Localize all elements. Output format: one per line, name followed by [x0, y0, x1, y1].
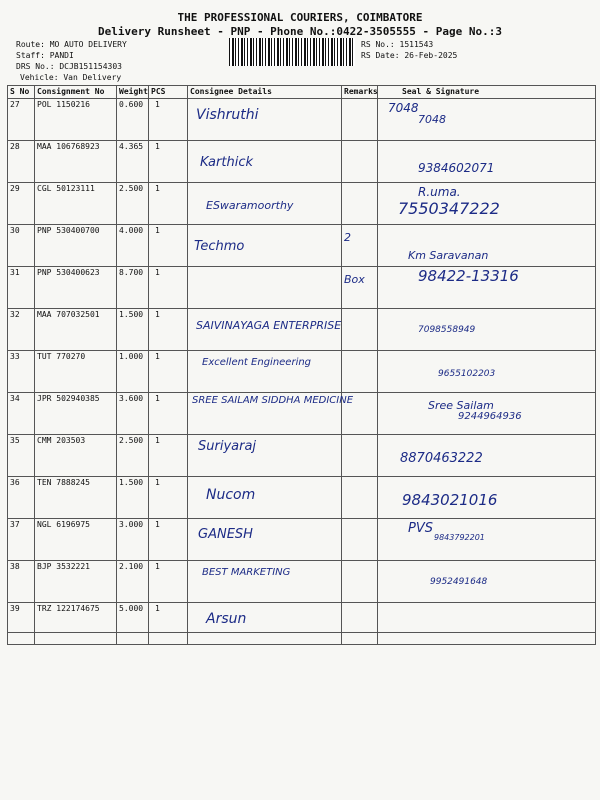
row-signature-cell — [378, 351, 596, 393]
row-weight: 2.500 — [117, 435, 149, 477]
row-consignee-cell — [188, 99, 342, 141]
row-weight: 4.000 — [117, 225, 149, 267]
row-weight: 3.000 — [117, 519, 149, 561]
row-consignee-handwriting: Excellent Engineering — [202, 357, 312, 368]
table-row — [8, 267, 596, 309]
row-remarks-cell — [342, 225, 378, 267]
col-pcs: PCS — [149, 86, 188, 99]
row-remarks-cell — [342, 477, 378, 519]
row-consignee-handwriting: BEST MARKETING — [202, 567, 291, 578]
row-signature-cell — [378, 225, 596, 267]
row-consignee-cell — [188, 603, 342, 645]
row-pcs: 1 — [149, 267, 188, 309]
row-remarks-cell — [342, 603, 378, 645]
row-signature-cell — [378, 477, 596, 519]
row-remarks-cell — [342, 351, 378, 393]
row-signature-cell — [378, 435, 596, 477]
row-consignment-no: TRZ 122174675 — [35, 603, 117, 645]
col-sno: S No — [8, 86, 35, 99]
col-signature: Seal & Signature — [378, 86, 596, 99]
row-consignee-handwriting: Arsun — [206, 611, 247, 627]
table-row — [8, 477, 596, 519]
row-pcs: 1 — [149, 225, 188, 267]
row-remarks-cell — [342, 435, 378, 477]
row-consignee-cell — [188, 435, 342, 477]
row-consignment-no: TEN 7888245 — [35, 477, 117, 519]
row-signature: R.uma. — [418, 185, 461, 199]
row-sno: 36 — [8, 477, 35, 519]
row-sno: 27 — [8, 99, 35, 141]
table-row — [8, 561, 596, 603]
row-weight: 8.700 — [117, 267, 149, 309]
row-consignment-no: CGL 50123111 — [35, 183, 117, 225]
row-consignee-cell — [188, 561, 342, 603]
row-consignee-handwriting: Nucom — [206, 487, 256, 503]
col-consignee: Consignee Details — [188, 86, 342, 99]
row-sno: 39 — [8, 603, 35, 645]
table-row — [8, 225, 596, 267]
row-remarks-cell — [342, 99, 378, 141]
table-row — [8, 309, 596, 351]
row-weight: 1.500 — [117, 309, 149, 351]
table-row — [8, 141, 596, 183]
row-consignee-cell — [188, 309, 342, 351]
row-consignment-no: BJP 3532221 — [35, 561, 117, 603]
row-pcs: 1 — [149, 561, 188, 603]
row-remarks-cell — [342, 393, 378, 435]
row-weight: 1.000 — [117, 351, 149, 393]
row-sno: 32 — [8, 309, 35, 351]
row-pcs: 1 — [149, 351, 188, 393]
rs-no-text: RS No.: 1511543 — [361, 40, 434, 49]
row-signature: Sree Sailam — [428, 399, 494, 412]
route-text: Route: MO AUTO DELIVERY — [16, 40, 127, 49]
row-sno: 35 — [8, 435, 35, 477]
row-consignee-handwriting: Karthick — [200, 155, 253, 170]
col-weight: Weight — [117, 86, 149, 99]
row-consignee-handwriting: Techmo — [194, 239, 245, 254]
row-sno: 34 — [8, 393, 35, 435]
table-row — [8, 519, 596, 561]
row-phone: 7048 — [418, 113, 446, 126]
row-weight: 5.000 — [117, 603, 149, 645]
row-consignee-cell — [188, 141, 342, 183]
row-consignment-no: JPR 502940385 — [35, 393, 117, 435]
table-row — [8, 99, 596, 141]
row-pcs: 1 — [149, 393, 188, 435]
row-signature-cell — [378, 141, 596, 183]
row-consignment-no: CMM 203503 — [35, 435, 117, 477]
row-signature-cell — [378, 603, 596, 645]
row-consignment-no: PNP 530400700 — [35, 225, 117, 267]
row-phone: 7098558949 — [418, 325, 476, 335]
row-sno: 33 — [8, 351, 35, 393]
row-consignee-handwriting: GANESH — [198, 527, 253, 542]
row-pcs: 1 — [149, 141, 188, 183]
runsheet-subtitle: Delivery Runsheet - PNP - Phone No.:0422-3505555 - Page No.:3 — [98, 25, 502, 38]
row-sno: 29 — [8, 183, 35, 225]
row-consignee-cell — [188, 225, 342, 267]
row-consignment-no: MAA 106768923 — [35, 141, 117, 183]
row-remarks-cell — [342, 309, 378, 351]
row-signature: 7048 — [388, 101, 419, 115]
row-consignee-handwriting: SAIVINAYAGA ENTERPRISE — [196, 319, 342, 332]
row-weight: 4.365 — [117, 141, 149, 183]
table-row — [8, 393, 596, 435]
barcode — [229, 38, 355, 66]
row-signature: PVS — [408, 521, 433, 536]
row-consignment-no: MAA 707032501 — [35, 309, 117, 351]
row-weight: 2.500 — [117, 183, 149, 225]
row-signature-cell — [378, 561, 596, 603]
row-pcs: 1 — [149, 435, 188, 477]
row-signature-cell — [378, 183, 596, 225]
row-phone: 8870463222 — [400, 451, 483, 466]
col-consignment: Consignment No — [35, 86, 117, 99]
row-signature-cell — [378, 99, 596, 141]
row-remarks-cell — [342, 561, 378, 603]
row-phone: 9843021016 — [402, 491, 498, 509]
row-remarks-cell — [342, 267, 378, 309]
row-consignment-no: POL 1150216 — [35, 99, 117, 141]
row-pcs: 1 — [149, 603, 188, 645]
drs-text: DRS No.: DCJB151154303 — [16, 62, 122, 71]
table-row — [8, 435, 596, 477]
row-signature-cell — [378, 309, 596, 351]
table-row — [8, 351, 596, 393]
runsheet-table — [7, 85, 596, 645]
staff-text: Staff: PANDI — [16, 51, 74, 60]
row-phone: 9952491648 — [430, 577, 488, 587]
row-consignee-cell — [188, 267, 342, 309]
row-consignment-no: PNP 530400623 — [35, 267, 117, 309]
row-phone: 7550347222 — [398, 199, 500, 218]
row-weight: 0.600 — [117, 99, 149, 141]
table-header-row — [8, 86, 596, 99]
row-consignee-handwriting: Suriyaraj — [198, 439, 257, 454]
table-row — [8, 183, 596, 225]
row-consignee-cell — [188, 477, 342, 519]
table-bottom-border — [7, 632, 595, 633]
row-phone: 98422-13316 — [418, 267, 519, 285]
row-signature-cell — [378, 519, 596, 561]
row-phone: 9843792201 — [434, 533, 485, 542]
row-remarks-handwriting: Box — [344, 273, 365, 286]
row-phone: 9655102203 — [438, 369, 496, 379]
rs-date-text: RS Date: 26-Feb-2025 — [361, 51, 458, 60]
row-consignee-handwriting: ESwaramoorthy — [206, 199, 294, 212]
row-signature-cell — [378, 267, 596, 309]
company-title: THE PROFESSIONAL COURIERS, COIMBATORE — [177, 11, 423, 24]
row-consignment-no: NGL 6196975 — [35, 519, 117, 561]
table-row — [8, 603, 596, 645]
row-sno: 38 — [8, 561, 35, 603]
row-weight: 1.500 — [117, 477, 149, 519]
row-remarks-handwriting: 2 — [344, 231, 351, 244]
row-pcs: 1 — [149, 183, 188, 225]
row-weight: 2.100 — [117, 561, 149, 603]
col-remarks: Remarks — [342, 86, 378, 99]
row-consignee-handwriting: Vishruthi — [196, 107, 259, 123]
row-sno: 37 — [8, 519, 35, 561]
row-sno: 28 — [8, 141, 35, 183]
row-signature: Km Saravanan — [408, 249, 489, 262]
row-consignee-cell — [188, 393, 354, 435]
row-consignment-no: TUT 770270 — [35, 351, 117, 393]
row-remarks-cell — [342, 183, 378, 225]
row-remarks-cell — [342, 519, 378, 561]
row-weight: 3.600 — [117, 393, 149, 435]
row-pcs: 1 — [149, 519, 188, 561]
row-consignee-cell — [188, 519, 342, 561]
row-phone: 9244964936 — [458, 411, 522, 422]
vehicle-text: Vehicle: Van Delivery — [20, 73, 122, 82]
row-signature-cell — [378, 393, 596, 435]
row-phone: 9384602071 — [418, 161, 495, 175]
row-consignee-cell — [188, 351, 342, 393]
row-remarks-cell — [342, 141, 378, 183]
row-consignee-handwriting: SREE SAILAM SIDDHA MEDICINE — [192, 395, 354, 406]
row-consignee-cell — [188, 183, 342, 225]
row-sno: 30 — [8, 225, 35, 267]
row-pcs: 1 — [149, 477, 188, 519]
row-sno: 31 — [8, 267, 35, 309]
row-pcs: 1 — [149, 309, 188, 351]
row-pcs: 1 — [149, 99, 188, 141]
